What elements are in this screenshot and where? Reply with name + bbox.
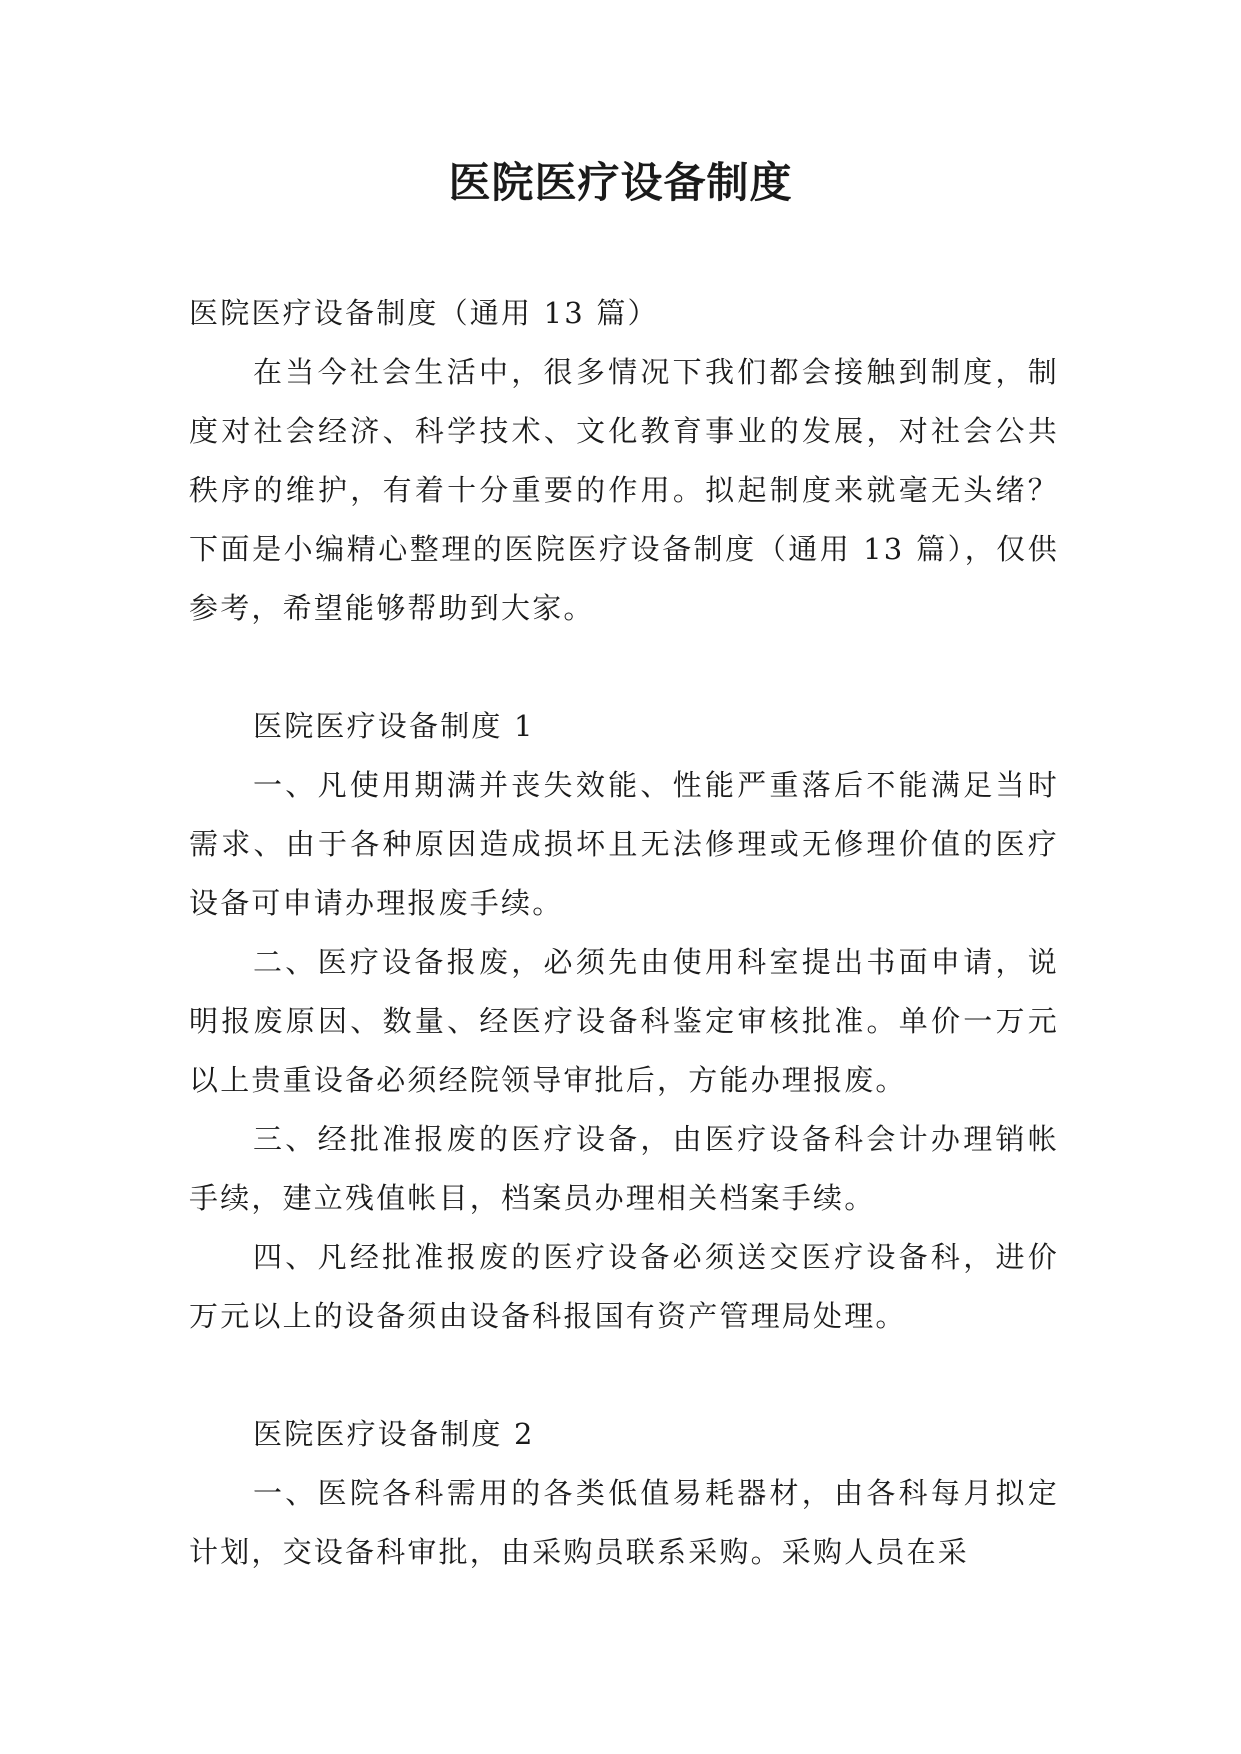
spacer xyxy=(189,638,1059,697)
section-paragraph: 四、凡经批准报废的医疗设备必须送交医疗设备科，进价万元以上的设备须由设备科报国有资产管理局处理。 xyxy=(189,1240,1059,1333)
document-title: 医院医疗设备制度 xyxy=(448,158,793,207)
spacer xyxy=(189,1346,1059,1405)
intro-paragraph: 在当今社会生活中，很多情况下我们都会接触到制度，制度对社会经济、科学技术、文化教育事业的发展，对社会公共秩序的维护，有着十分重要的作用。拟起制度来就毫无头绪？下面是小编精心整理的医院医疗设备制度（通用 13 篇），仅供参考，希望能够帮助到大家。 xyxy=(189,355,1059,625)
section-paragraph: 一、医院各科需用的各类低值易耗器材，由各科每月拟定计划，交设备科审批，由采购员联系采购。采购人员在采 xyxy=(189,1476,1059,1569)
section-heading: 医院医疗设备制度 2 xyxy=(253,1417,535,1451)
section-paragraph: 一、凡使用期满并丧失效能、性能严重落后不能满足当时需求、由于各种原因造成损坏且无法修理或无修理价值的医疗设备可申请办理报废手续。 xyxy=(189,768,1059,920)
document-subtitle: 医院医疗设备制度（通用 13 篇） xyxy=(189,296,659,330)
section-heading: 医院医疗设备制度 1 xyxy=(253,709,535,743)
section-paragraph: 二、医疗设备报废，必须先由使用科室提出书面申请，说明报废原因、数量、经医疗设备科鉴定审核批准。单价一万元以上贵重设备必须经院领导审批后，方能办理报废。 xyxy=(189,945,1059,1097)
document-body xyxy=(189,284,1059,1582)
section-paragraph: 三、经批准报废的医疗设备，由医疗设备科会计办理销帐手续，建立残值帐目，档案员办理相关档案手续。 xyxy=(189,1122,1059,1215)
